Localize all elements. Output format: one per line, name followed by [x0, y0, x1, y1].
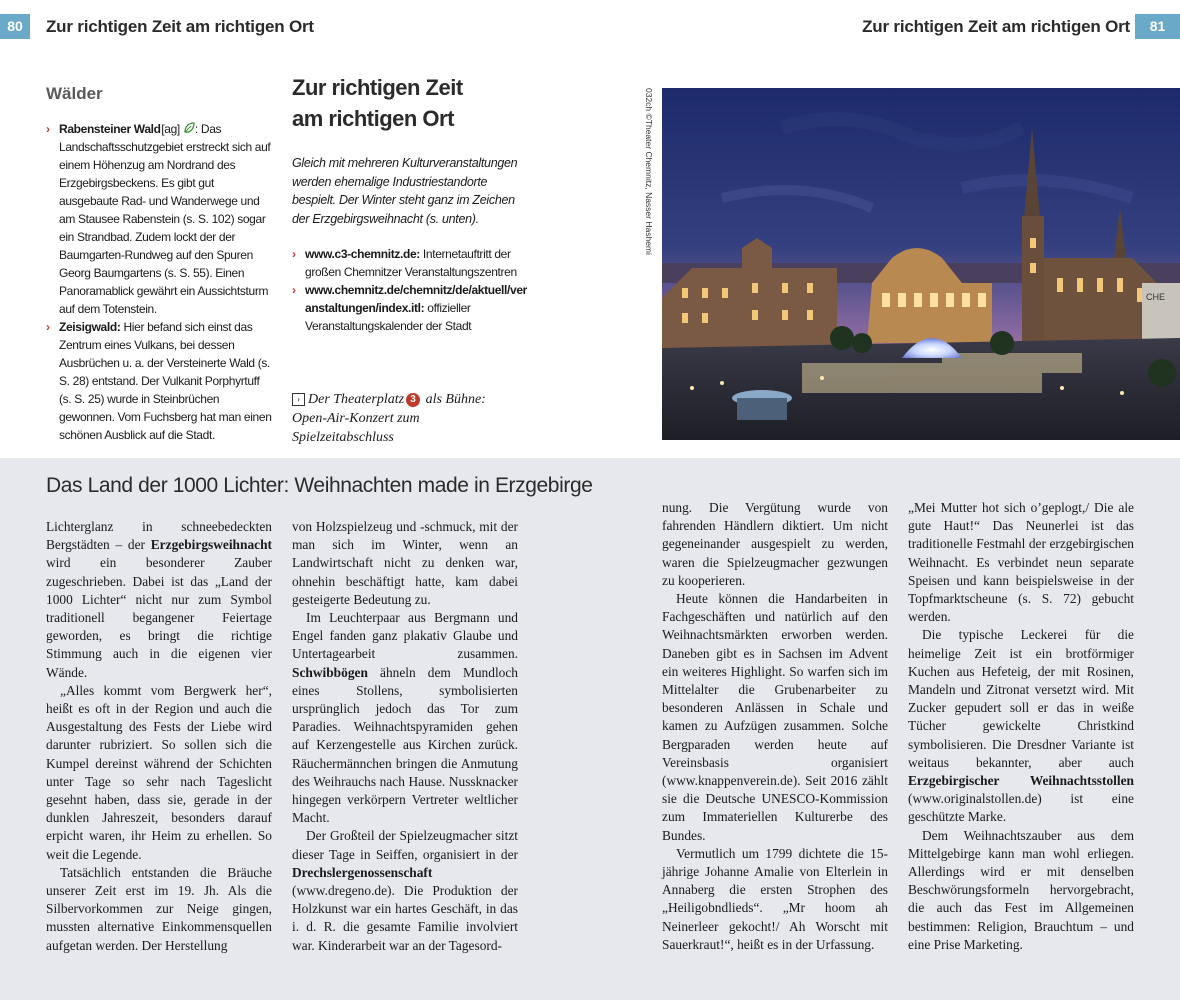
page-number-right: 81: [1135, 14, 1180, 39]
place-description: : Das Landschaftsschutzgebiet erstreckt sich auf einem Höhenzug am Nordrand des Erzgebirgsbeckens. Es gibt gut ausgebaute Rad- und Wanderwege und am Stausee Rabenstein (s. S. 102) sogar ein Strandbad. Zudem lockt der der Baumgarten-Rundweg auf den Spuren Georg Baumgartens (s. S. 55). Einen Panoramablick gewährt ein Aussichtsturm auf dem Totenstein.: [59, 122, 271, 316]
list-item: [292, 281, 527, 335]
box-column-3: [662, 499, 888, 954]
link-url[interactable]: www.c3-chemnitz.de:: [305, 247, 420, 261]
caption-text: als Bühne: Open-Air-Konzert zum Spielzeitabschluss: [292, 392, 486, 445]
forests-heading: Wälder: [46, 84, 103, 103]
paragraph: „Mei Mutter hot sich o’geplogt,/ Die ale gute Haut!“ Das Neunerlei ist das traditionelle Festmahl der erzgebirgischen Weihnacht. Es verbindet neun separate Speisen und kann beispielsweise in der Topfmarktscheune (s. S. 72) gebucht werden.: [908, 500, 1134, 625]
section-intro: Gleich mit mehreren Kulturveranstaltungen werden ehemalige Industriestandorte bespielt. Der Winter steht ganz im Zeichen der Erzgebirgsweihnacht (s. unten).: [292, 156, 518, 226]
paragraph: von Holzspielzeug und -schmuck, mit der man sich im Winter, wenn an Landwirtschaft nicht zu denken war, ohnehin beschäftigt hatte, kam dabei gesteigerte Bedeutung zu.: [292, 519, 518, 607]
box-column-2: [292, 518, 518, 955]
box-title: Das Land der 1000 Lichter: Weihnachten made in Erzgebirge: [46, 474, 593, 497]
paragraph: Heute können die Handarbeiten in Fachgeschäften und natürlich auf den Weihnachtsmärkten erworben werden. Daneben gibt es in Sachsen im Advent ein weiteres Highlight. So warfen sich im Mittelalter die Grubenarbeiter zu besonderen Anlässen in Schale und kamen zu Aufzügen zusammen. Solche Bergparaden werden heute auf Vereinsbasis organisiert (www.knappenverein.de). Seit 2016 zählt sie die Deutsche UNESCO-Kommission zum Immateriellen Kulturerbe des Bundes.: [662, 591, 888, 843]
list-item: [46, 120, 274, 318]
photo-caption: [292, 390, 522, 447]
section-title-line: Zur richtigen Zeit: [292, 75, 463, 100]
theater-square-photo: [662, 88, 1180, 440]
building-sign: CHE: [1146, 292, 1166, 302]
paragraph: Dem Weihnachtszauber aus dem Mittelgebirge kann man wohl erliegen. Allerdings wird er mit denselben Beschwörungsformeln hervorgebracht, die auch das Fest im Allgemeinen bestimmen: Religion, Brauchtum – und eine Prise Marketing.: [908, 827, 1134, 952]
paragraph: Die typische Leckerei für die heimelige Zeit ist ein brotförmiger Kuchen aus Hefeteig, der mit Rosinen, Mandeln und Zitronat versetzt wird. Mit Zucker gepudert soll er das in weiße Tücher gewickelte Christkind symbolisieren. Die Dresdner Variante ist weitaus bekannter, aber auch Erzgebirgischer Weihnachtsstollen (www.originalstollen.de) ist eine geschützte Marke.: [908, 627, 1134, 825]
photo-credit-text: 032ch ©Theater Chemnitz, Nasser Hashemi: [644, 88, 654, 255]
box-column-1: [46, 518, 272, 955]
theater-square-illustration: [662, 88, 1180, 440]
paragraph: Vermutlich um 1799 dichtete die 15-jährige Johanne Amalie von Elterlein in Annaberg die ersten Strophen des „Heiligobndlieds“. „Mr hoom ah Neinerleer gekocht!/ Ah Worscht mit Sauerkraut!“, heißt es in der Urfassung.: [662, 845, 888, 952]
chevron-right-icon: ›: [46, 320, 50, 334]
section-title: [292, 72, 522, 134]
link-description: offizieller Veranstaltungskalender der Stadt: [305, 301, 472, 333]
place-description: Hier befand sich einst das Zentrum eines Vulkans, bei dessen Ausbrüchen u. a. der Versteinerte Wald (s. S. 28) entstand. Der Vulkanit Porphyrtuff (s. S. 25) wurde in Steinbrüchen gewonnen. Vom Fuchsberg hat man einen schönen Ausblick auf die Stadt.: [59, 320, 272, 442]
link-list: [292, 245, 527, 335]
caption-arrow-icon: ›: [292, 393, 305, 406]
place-tag: [ag]: [161, 122, 180, 136]
list-item: [46, 318, 274, 444]
paragraph: Tatsächlich entstanden die Bräuche unserer Zeit erst im 19. Jh. Als die Silbervorkommen zur Neige gingen, mussten alternative Einkommensquellen aufgetan werden. Der Herstellung: [46, 864, 272, 953]
place-name: Rabensteiner Wald: [59, 122, 161, 136]
paragraph: „Alles kommt vom Bergwerk her“, heißt es oft in der Region und auch die Ausgestaltung des Fests der Liebe wird darunter rubriziert. So sollen sich die Kumpel dereinst während der Schichten unter Tage so sehr nach Tageslicht gesehnt haben, dass sie, gerade in der dunklen Jahreszeit, besonders darauf erpicht waren, ihr Heim zu erhellen. So weit die Legende.: [46, 682, 272, 862]
section-title-line: am richtigen Ort: [292, 106, 454, 131]
chevron-right-icon: ›: [292, 247, 296, 261]
box-column-4: [908, 499, 1134, 954]
paragraph: Der Großteil der Spielzeugmacher sitzt dieser Tage in Seiffen, organisiert in der Drechslergenossenschaft (www.dregeno.de). Die Produktion der Holzkunst war ein hartes Geschäft, in das i. d. R. die gesamte Familie involviert war. Kinderarbeit war an der Tagesord-: [292, 828, 518, 953]
leaf-icon: [183, 122, 195, 134]
link-url[interactable]: www.chemnitz.de/chemnitz/de/aktuell/veranstaltungen/index.itl:: [305, 283, 527, 315]
paragraph: Lichterglanz in schneebedeckten Bergstädten – der Erzgebirgsweihnacht wird ein besonderer Zauber zugeschrieben. Dabei ist das „Land der 1000 Lichter“ nicht nur zum Symbol traditionell begangener Feiertage geworden, es bringt die richtige Stimmung auch in die eigenen vier Wände.: [46, 519, 272, 680]
chevron-right-icon: ›: [46, 122, 50, 136]
running-title-left: Zur richtigen Zeit am richtigen Ort: [46, 17, 314, 36]
forests-list: [46, 120, 274, 444]
running-title-right: Zur richtigen Zeit am richtigen Ort: [862, 17, 1130, 36]
page-number-left: 80: [0, 14, 30, 39]
link-description: Internetauftritt der großen Chemnitzer Veranstaltungszentren: [305, 247, 517, 279]
photo-credit: [642, 88, 656, 358]
place-name: Zeisigwald:: [59, 320, 121, 334]
list-item: [292, 245, 527, 281]
paragraph: nung. Die Vergütung wurde von fahrenden Händlern diktiert. Um nicht gegeneinander ausgespielt zu werden, waren die Spielzeugmacher gezwungen zu kooperieren.: [662, 500, 888, 588]
caption-text: Der Theaterplatz: [308, 392, 405, 407]
map-marker-badge: 3: [406, 393, 420, 407]
paragraph: Im Leuchterpaar aus Bergmann und Engel fanden ganz plakativ Glaube und Untertagearbeit zusammen. Schwibbögen ähneln dem Mundloch eines Stollens, symbolisierten ursprünglich jedoch das Tor zum Paradies. Weihnachtspyramiden gehen auf Kerzengestelle aus Kirchen zurück. Räuchermännchen bringen die Anmutung des Weihrauchs nach Hause. Nussknacker hingegen verkörpern Vertreter weltlicher Macht.: [292, 610, 518, 826]
chevron-right-icon: ›: [292, 283, 296, 297]
